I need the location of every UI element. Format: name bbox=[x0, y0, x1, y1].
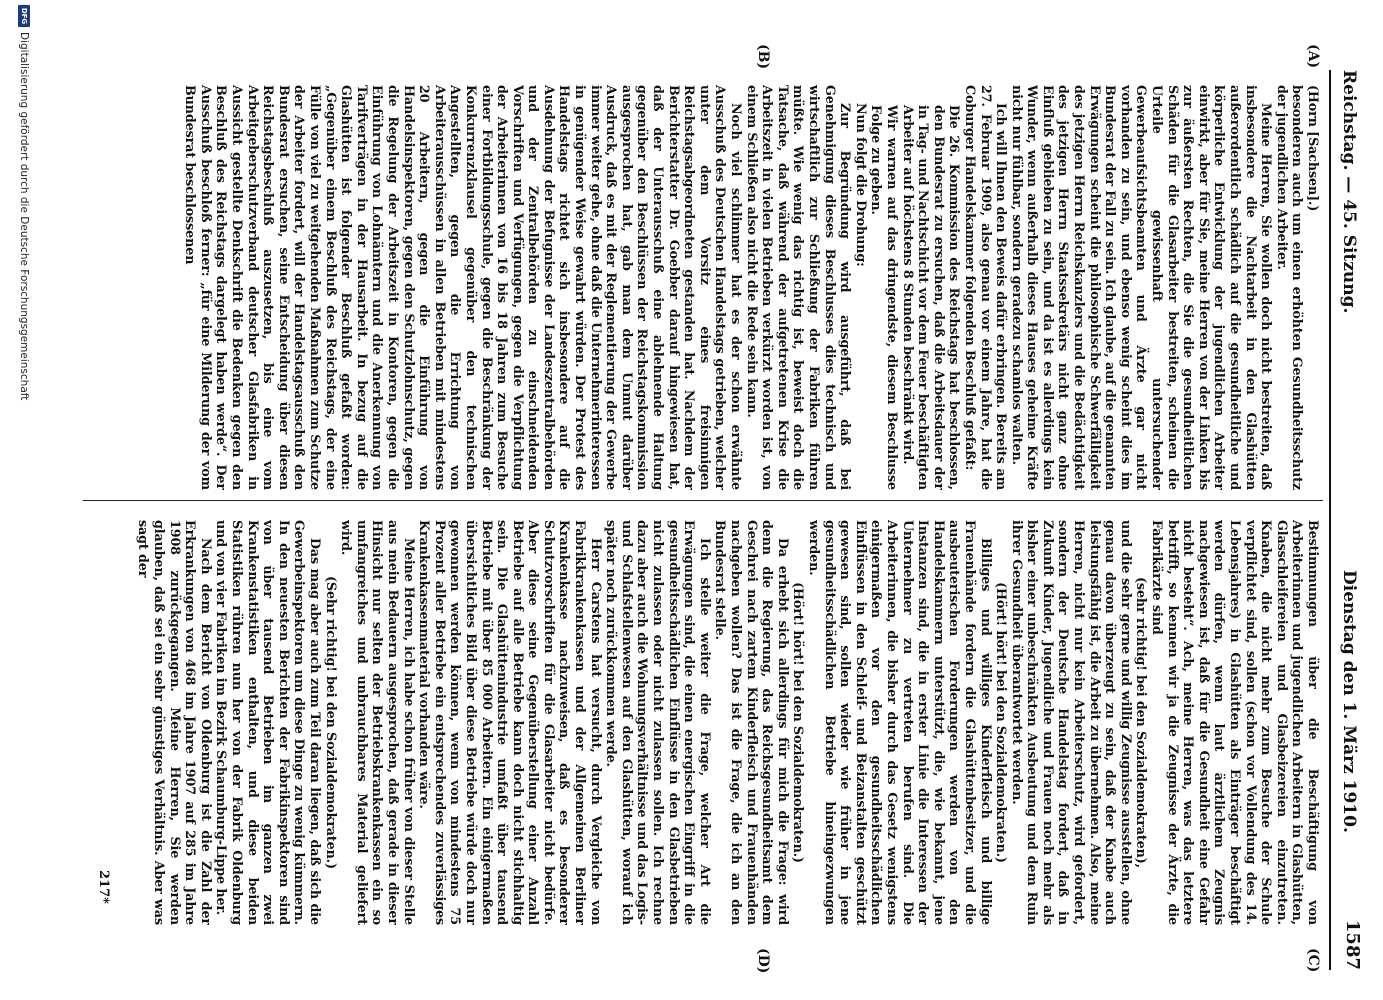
margin-marker-a: (A) bbox=[1305, 44, 1321, 69]
paragraph: Zur Begründung wird ausgeführt, daß bei Genehmigung dieses Beschlusses dies technisch und wirtschaftlich zur Schließung der Fabriken führen müßte. Wie wenig das richtig ist, beweist doch die Tatsache, daß während der aufgetretenen Krise die Arbeitszeit in vielen Betrieben verkürzt worden ist, von einem Schließen also nicht die Rede sein kann. bbox=[744, 85, 854, 490]
paragraph: Noch viel schlimmer hat es der schon erwähnte Ausschuß des Deutschen Handelstags getrieben, welcher unter dem Vorsitz eines freisinnigen Reichstagsabgeordneten gestanden hat. Nachdem der Berichterstatter Dr. Goebber darauf hingewiesen hat, daß der Unterausschuß eine ablehnende Haltung gegenüber den Beschlüssen der Reichstagskommission ausgesprochen hat, gab man dem Unmut darüber Ausdruck, daß es mit der Reglementierung der Gewerbe immer weiter gehe, ohne daß die Unternehmerinteressen in genügender Weise gewahrt würden. Der Protest des Handelstags richtet sich insbesondere auf die Ausdehnung der Befugnisse der Landeszentralbehörden und der Zentralbehörden zu einschneidenden Vorschriften und Verfügungen, gegen die Verpflichtung der Arbeiterinnen von 16 bis 18 Jahren zum Besuche einer Fortbildungsschule, gegen die Beschränkung der Konkurrenzklausel gegenüber den technischen Angestellten, gegen die Errichtung von Arbeiterausschüssen in allen Betrieben mit mindestens 20 Arbeitern, gegen die Einführung von Handelsinspektoren, gegen den Schutzlohnschutz, gegen die Regelung der Arbeitszeit in Kontoren, gegen die Einführung von Lohnämtern und die Anerkennung von Tarifverträgen in der Hausarbeit. In bezug auf die Glashütten ist folgender Beschluß gefaßt worden: „Gegenüber einem Beschluß des Reichstags, der eine Fülle von viel zu weitgehenden Maßnahmen zum Schutze der Arbeiter fordert, will der Handelstagsausschuß den Bundesrat ersuchen, seine Entscheidung über diesen Reichstagsbeschluß auszusetzen, bis eine vom Arbeitgeberschutzverband deutscher Glasfabriken in Aussicht gestellte Denkschrift die Bedenken gegen den Beschluß des Reichstags dargelegt haben werde“. Der Ausschuß beschloß ferner: „für eine Milderung der vom Bundesrat beschlossenen bbox=[183, 85, 745, 490]
paragraph: Meine Herren, ich habe schon früher von dieser Stelle aus mein Bedauern ausgesprochen, daß gerade in dieser Hinsicht nur selten der Betriebskrankenkassen ein so umfangreiches und unbrauchbares Material geliefert wird. bbox=[339, 520, 417, 925]
paragraph: Herr Carstens hat versucht, durch Vergleiche von Fabrikkrankenkassen und der Allgemeinen Berliner Krankenkasse nachzuweisen, daß es besonderer Schutzvorschriften für die Glasarbeiter nicht bedürfe. Aber diese seine Gegenüberstellung einer Anzahl Betriebe auf alle Betriebe kann doch nicht stichhaltig sein. Die Glashüttenindustrie umfaßt über tausend Betriebe mit über 85 000 Arbeitern. Ein einigermaßen übersichtliches Bild über diese Betriebe würde doch nur gewonnen werden können, wenn von mindestens 75 Prozent aller Betriebe ein entsprechendes zuverlässiges Krankenkassenmaterial vorhanden wäre. bbox=[417, 520, 604, 925]
funding-note: Digitalisierung gefördert durch die Deutsche Forschungsgemeinschaft bbox=[18, 32, 30, 401]
sheet-signature: 217* bbox=[96, 870, 111, 904]
paragraph: Nach dem Bericht von Oldenburg ist die Zahl der Erkrankungen von 468 im Jahre 1907 auf 285 im Jahre 1908 zurückgegangen. Meine Herren, Sie werden glauben, daß sei ein sehr günstiges Verhältnis. Aber was sagt der bbox=[136, 520, 214, 925]
running-header bbox=[1335, 70, 1365, 970]
interjection: (sehr richtig! bei den Sozialdemokraten), bbox=[1134, 577, 1150, 868]
digitization-footer bbox=[8, 0, 38, 1000]
column-divider bbox=[83, 500, 1323, 501]
dfg-logo-icon: DFG bbox=[18, 5, 30, 27]
margin-marker-d: (D) bbox=[755, 948, 771, 974]
interjection: (Hört! hört! bei den Sozialdemokraten.) bbox=[791, 582, 807, 863]
page-number: 1587 bbox=[1342, 919, 1363, 970]
paragraph: und die sehr gerne und willig Zeugnisse ausstellen, ohne genau davon überzeugt zu sein, daß der Knabe auch leistungsfähig ist, die Arbeit zu übernehmen. Also, meine Herren, nicht nur kein Arbeiterschutz, wird gefordert, sondern der Deutsche Handelstag fordert, daß in Zukunft Kinder, Jugendliche und Frauen noch mehr als bisher einer unbeschränkten Ausbeutung und dem Ruin ihrer Gesundheit überantwortet werden. bbox=[1009, 520, 1134, 925]
paragraph: Das mag aber auch zum Teil daran liegen, daß sich die Gewerbeinspektoren um diese Dinge zu wenig kümmern. In den neuesten Berichten der Fabrikinspektoren sind von über tausend Betrieben im ganzen zwei Krankenstatistiken enthalten, und diese beiden Statistiken rühren nun her von der Fabrik Oldenburg und von vier Fabriken im Bezirk Schaumburg-Lippe her. bbox=[214, 520, 323, 925]
header-rule bbox=[1329, 70, 1331, 970]
header-session: Reichstag. — 45. Sitzung. bbox=[1339, 70, 1359, 314]
interjection: (Sehr richtig! bei den Sozialdemokraten.) bbox=[323, 575, 339, 870]
paragraph: Ich stelle weiter die Frage, welcher Art die Erwägungen sind, die einen energischen Eingriff in die gesundheitsschädlichen Einflüsse in den Glasbetrieben nicht zulassen oder nicht zulassen sollen. Ich rechne dazu aber auch die Wohnungsverhältnisse und das Logis- und Schlafstellenwesen auf den Glashütten, worauf ich später noch zurückkommen werde. bbox=[604, 520, 713, 925]
paragraph: Ich will Ihnen den Beweis dafür erbringen. Bereits am 27. Februar 1909, also genau vor einem Jahre, hat die Coburger Handelskammer folgenden Beschluß gefaßt: bbox=[962, 85, 1010, 490]
paragraph: besonderen auch um einen erhöhten Gesundheitsschutz der jugendlichen Arbeiter. bbox=[1274, 85, 1306, 490]
quotation: Wir warnen auf das dringendste, diesem Beschlusse Folge zu geben. bbox=[869, 105, 900, 490]
paragraph: Meine Herren, Sie wollen doch nicht bestreiten, daß insbesondere die Nachtarbeit in den Glashütten außerordentlich schädlich auf die gesundheitliche und körperliche Entwicklung der jugendlichen Arbeiter einwirkt, aber für Sie, meine Herren von der Linken bis zur äußersten Rechten, die Sie die gesundheitlichen Schäden für die Glasarbeiter bestreiten, scheinen die Urteile gewissenhaft untersuchender Gewerbeaufsichtsbeamten und Ärzte gar nicht vorhanden zu sein, und ebenso wenig scheint dies im Bundesrat der Fall zu sein. Ich glaube, auf die genannten Erwägungen scheint die philosophische Schwerfälligkeit des jetzigen Herrn Reichskanzlers und die Bedächtigkeit des jetzigen Herrn Staatssekretärs nicht ganz ohne Einfluß geblieben zu sein, und da ist es allerdings kein Wunder, wenn außerhalb dieses Hauses geheime Kräfte nicht nur fühlbar, sondern geradezu schamlos walten. bbox=[1009, 85, 1275, 490]
paragraph: Billiges und williges Kinderfleisch und billige Frauenhände fordern die Glashüttenbesitzer, und die ausbeuterischen Forderungen werden von den Handelskammern unterstützt, die, wie bekannt, jene Instanzen sind, die in erster Linie die Interessen der Unternehmer zu vertreten berufen sind. Die Arbeiterinnen, die bisher durch das Gesetz wenigstens einigermaßen vor den gesundheitsschädlichen Einflüssen in den Schleif- und Beizanstalten geschützt gewesen sind, sollen wieder wie früher in jene gesundheitsschädlichen Betriebe hineingezwungen werden. bbox=[807, 520, 994, 925]
margin-marker-b: (B) bbox=[755, 44, 771, 70]
paragraph: Bestimmungen über die Beschäftigung von Arbeiterinnen und jugendlichen Arbeitern in Glashütten, Glasschleifereien und Glasbeizereien einzutreten. Knaben, die nicht mehr zum Besuche der Schule verpflichtet sind, sollen (schon vor Vollendung des 14. Lebensjahres) in Glashütten als Einträger beschäftigt werden dürfen, wenn laut ärztlichem Zeugnis nachgewiesen ist, daß für die Gesundheit eine Gefahr nicht besteht“. Ach, meine Herren, was das letztere betrifft, so kennen wir ja die Zeugnisse der Ärzte, die Fabrikärzte sind bbox=[1150, 520, 1321, 925]
quotation: Die 26. Kommission des Reichstags hat beschlossen, den Bundesrat zu ersuchen, daß die Arbeitsdauer der in Tag- und Nachtschicht vor dem Feuer beschäftigten Arbeiter auf höchstens 8 Stunden beschränkt wird. bbox=[900, 105, 963, 490]
left-column bbox=[96, 85, 1321, 490]
paragraph: Nun folgt die Drohung: bbox=[853, 103, 869, 267]
speaker-line: (Horn [Sachsen].) bbox=[1306, 85, 1321, 212]
margin-marker-c: (C) bbox=[1305, 948, 1321, 973]
interjection: (Hört! hört! bei den Sozialdemokraten.) bbox=[994, 582, 1010, 863]
paragraph: Da erhebt sich allerdings für mich die Frage: wird denn die Regierung, das Reichsgesundheitsamt dem Geschrei nach zartem Kinderfleisch und Frauenhänden nachgeben wollen? Das ist die Frage, die ich an den Bundesrat stelle. bbox=[713, 520, 791, 925]
header-date: Dienstag den 1. März 1910. bbox=[1339, 570, 1359, 833]
right-column bbox=[131, 520, 1321, 925]
